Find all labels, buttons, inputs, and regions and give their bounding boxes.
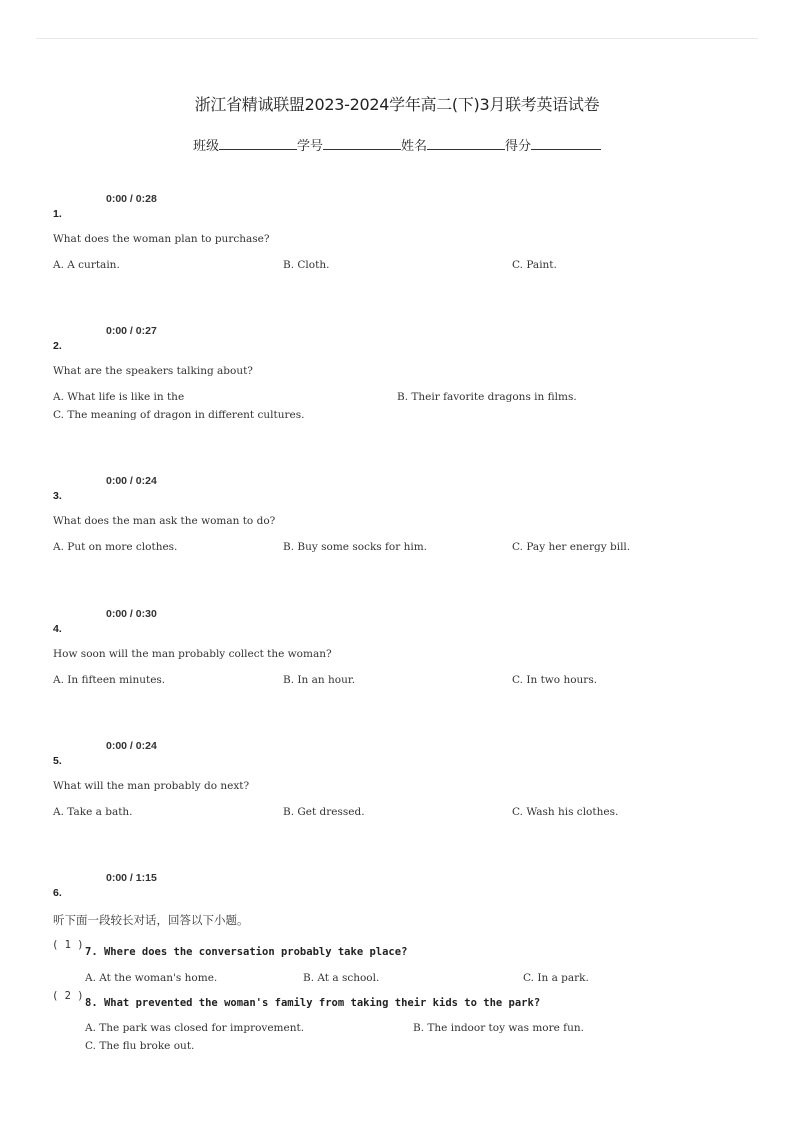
option-c[interactable]: C. In two hours.: [512, 674, 598, 686]
name-label: 姓名: [401, 139, 428, 154]
student-id-label: 学号: [296, 139, 323, 154]
page-title: 浙江省精诚联盟2023-2024学年高二(下)3月联考英语试卷: [194, 95, 600, 114]
option-a[interactable]: A. What life is like in the: [53, 391, 185, 403]
class-label: 班级: [192, 139, 219, 154]
student-info-line: [0, 135, 794, 154]
subquestion-number: ( 2 ): [52, 990, 84, 1002]
audio-player[interactable]: 0:00 / 0:27: [106, 325, 157, 337]
student-id-blank[interactable]: [323, 135, 401, 150]
question-stem: What does the man ask the woman to do?: [53, 515, 276, 527]
name-blank[interactable]: [427, 135, 505, 150]
option-b[interactable]: B. The indoor toy was more fun.: [413, 1022, 584, 1034]
option-a[interactable]: A. At the woman's home.: [85, 972, 218, 984]
question-stem: How soon will the man probably collect the woman?: [53, 648, 332, 660]
question-number: 4.: [53, 623, 62, 635]
class-blank[interactable]: [219, 135, 297, 150]
option-a[interactable]: A. Take a bath.: [53, 806, 133, 818]
option-c[interactable]: C. The flu broke out.: [85, 1040, 195, 1052]
subquestion-stem: 7. Where does the conversation probably take place?: [85, 946, 408, 958]
subquestion-number: ( 1 ): [52, 939, 84, 951]
option-c[interactable]: C. Paint.: [512, 259, 557, 271]
option-b[interactable]: B. At a school.: [303, 972, 380, 984]
question-number: 3.: [53, 490, 62, 502]
top-divider: [36, 38, 758, 39]
audio-player[interactable]: 0:00 / 0:24: [106, 740, 157, 752]
question-stem: What are the speakers talking about?: [53, 365, 253, 377]
option-b[interactable]: B. Buy some socks for him.: [283, 541, 428, 553]
option-b[interactable]: B. Cloth.: [283, 259, 330, 271]
audio-player[interactable]: 0:00 / 0:28: [106, 193, 157, 205]
option-a[interactable]: A. Put on more clothes.: [53, 541, 178, 553]
option-b[interactable]: B. Get dressed.: [283, 806, 365, 818]
question-stem: What will the man probably do next?: [53, 780, 250, 792]
option-b[interactable]: B. Their favorite dragons in films.: [397, 391, 577, 403]
score-label: 得分: [505, 139, 532, 154]
score-blank[interactable]: [531, 135, 601, 150]
option-a[interactable]: A. A curtain.: [53, 259, 120, 271]
audio-player[interactable]: 0:00 / 0:30: [106, 608, 157, 620]
option-b[interactable]: B. In an hour.: [283, 674, 356, 686]
audio-player[interactable]: 0:00 / 1:15: [106, 872, 157, 884]
option-a[interactable]: A. In fifteen minutes.: [53, 674, 166, 686]
subquestion-stem: 8. What prevented the woman's family from taking their kids to the park?: [85, 997, 541, 1009]
audio-player[interactable]: 0:00 / 0:24: [106, 475, 157, 487]
option-c[interactable]: C. The meaning of dragon in different cultures.: [53, 409, 305, 421]
question-number: 1.: [53, 208, 62, 220]
question-stem: What does the woman plan to purchase?: [53, 233, 270, 245]
question-number: 5.: [53, 755, 62, 767]
option-c[interactable]: C. Wash his clothes.: [512, 806, 619, 818]
option-c[interactable]: C. In a park.: [523, 972, 589, 984]
question-instruction: 听下面一段较长对话，回答以下小题。: [53, 913, 249, 927]
option-c[interactable]: C. Pay her energy bill.: [512, 541, 631, 553]
option-a[interactable]: A. The park was closed for improvement.: [85, 1022, 305, 1034]
question-number: 6.: [53, 887, 62, 899]
question-number: 2.: [53, 340, 62, 352]
